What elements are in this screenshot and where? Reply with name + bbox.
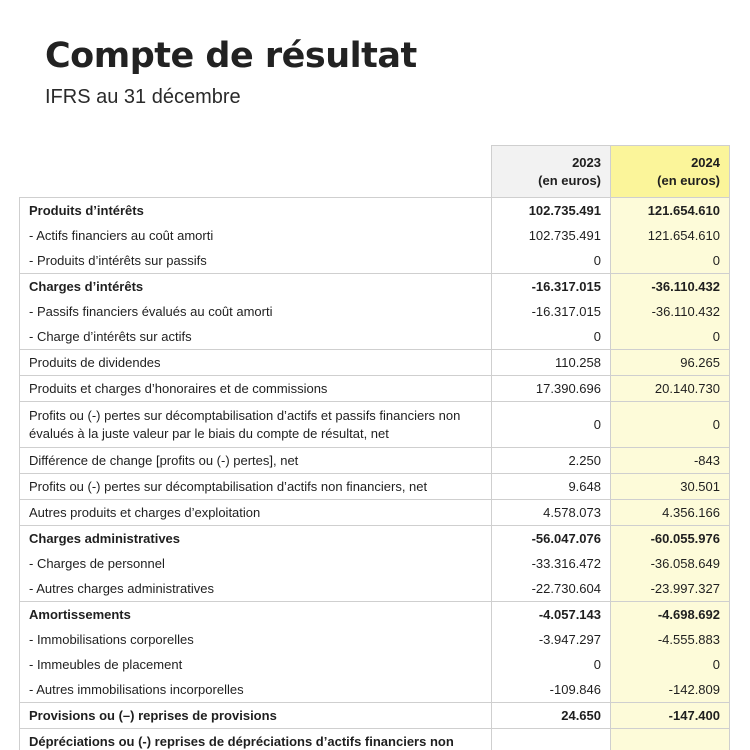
- column-header-2024: [611, 146, 730, 198]
- row-value-2024: 20.140.730: [611, 376, 730, 402]
- table-row-produits-interets: [20, 198, 730, 224]
- table-row: [20, 677, 730, 703]
- row-value-2023: 17.390.696: [492, 376, 611, 402]
- income-statement-table-container: [19, 145, 729, 750]
- row-value-2023: 110.258: [492, 350, 611, 376]
- row-label: - Produits d’intérêts sur passifs: [20, 248, 492, 274]
- table-row: [20, 376, 730, 402]
- page-title: Compte de résultat: [45, 36, 417, 76]
- table-row: [20, 350, 730, 376]
- row-value-2024: -36.110.432: [611, 299, 730, 324]
- table-row: [20, 576, 730, 602]
- row-label: Produits d’intérêts: [20, 198, 492, 224]
- row-value-2023: [492, 729, 611, 750]
- row-label: Dépréciations ou (-) reprises de dépréciations d’actifs financiers non: [20, 729, 492, 750]
- column-year-2024: 2024: [691, 155, 720, 170]
- row-label: Profits ou (-) pertes sur décomptabilisation d’actifs non financiers, net: [20, 474, 492, 500]
- row-label: Charges administratives: [20, 526, 492, 552]
- row-value-2024: -36.058.649: [611, 551, 730, 576]
- row-label: Différence de change [profits ou (-) pertes], net: [20, 448, 492, 474]
- column-header-2023: [492, 146, 611, 198]
- row-label: Produits et charges d’honoraires et de commissions: [20, 376, 492, 402]
- column-unit-2023: (en euros): [538, 173, 601, 188]
- row-label: - Passifs financiers évalués au coût amorti: [20, 299, 492, 324]
- row-value-2024: -60.055.976: [611, 526, 730, 552]
- table-row: [20, 551, 730, 576]
- row-value-2024: 121.654.610: [611, 223, 730, 248]
- row-label: Amortissements: [20, 602, 492, 628]
- column-year-2023: 2023: [572, 155, 601, 170]
- row-value-2023: -22.730.604: [492, 576, 611, 602]
- row-value-2024: 4.356.166: [611, 500, 730, 526]
- row-value-2024: -4.555.883: [611, 627, 730, 652]
- row-value-2023: 0: [492, 652, 611, 677]
- header-blank-cell: [20, 146, 492, 198]
- column-unit-2024: (en euros): [657, 173, 720, 188]
- row-label: - Charge d’intérêts sur actifs: [20, 324, 492, 350]
- row-label: [20, 402, 492, 448]
- table-row: [20, 324, 730, 350]
- page-subtitle: IFRS au 31 décembre: [45, 86, 241, 108]
- row-label: - Autres immobilisations incorporelles: [20, 677, 492, 703]
- row-value-2024: 0: [611, 324, 730, 350]
- table-row-charges-interets: [20, 274, 730, 300]
- row-value-2024: 96.265: [611, 350, 730, 376]
- row-value-2023: -33.316.472: [492, 551, 611, 576]
- table-row-charges-administratives: [20, 526, 730, 552]
- row-value-2023: 2.250: [492, 448, 611, 474]
- row-value-2024: -843: [611, 448, 730, 474]
- table-row: [20, 248, 730, 274]
- row-value-2023: -4.057.143: [492, 602, 611, 628]
- row-value-2024: 0: [611, 402, 730, 448]
- table-row: [20, 448, 730, 474]
- row-value-2024: [611, 729, 730, 750]
- table-row-amortissements: [20, 602, 730, 628]
- row-value-2023: 9.648: [492, 474, 611, 500]
- row-label: Autres produits et charges d’exploitation: [20, 500, 492, 526]
- table-row: [20, 500, 730, 526]
- table-row: [20, 402, 730, 448]
- row-value-2024: -147.400: [611, 703, 730, 729]
- row-value-2024: -36.110.432: [611, 274, 730, 300]
- row-value-2024: -23.997.327: [611, 576, 730, 602]
- row-label-line: évalués à la juste valeur par le biais du compte de résultat, net: [29, 425, 389, 441]
- row-label: Charges d’intérêts: [20, 274, 492, 300]
- table-row-depreciations: [20, 729, 730, 750]
- table-row: [20, 474, 730, 500]
- row-value-2023: 0: [492, 248, 611, 274]
- table-row: [20, 627, 730, 652]
- row-label: - Autres charges administratives: [20, 576, 492, 602]
- row-value-2023: 102.735.491: [492, 198, 611, 224]
- table-row-provisions: [20, 703, 730, 729]
- table-row: [20, 299, 730, 324]
- row-value-2024: 30.501: [611, 474, 730, 500]
- table-header-row: [20, 146, 730, 198]
- row-value-2024: 0: [611, 652, 730, 677]
- row-label: - Actifs financiers au coût amorti: [20, 223, 492, 248]
- row-label: Provisions ou (–) reprises de provisions: [20, 703, 492, 729]
- row-value-2023: 0: [492, 324, 611, 350]
- row-value-2024: 121.654.610: [611, 198, 730, 224]
- row-label: Produits de dividendes: [20, 350, 492, 376]
- income-statement-table: [19, 145, 730, 750]
- row-value-2023: 24.650: [492, 703, 611, 729]
- row-label: - Charges de personnel: [20, 551, 492, 576]
- row-value-2023: -56.047.076: [492, 526, 611, 552]
- row-value-2024: -4.698.692: [611, 602, 730, 628]
- row-value-2024: -142.809: [611, 677, 730, 703]
- row-value-2024: 0: [611, 248, 730, 274]
- row-value-2023: 0: [492, 402, 611, 448]
- row-value-2023: 4.578.073: [492, 500, 611, 526]
- row-label-line: Profits ou (-) pertes sur décomptabilisation d’actifs et passifs financiers non: [29, 407, 461, 423]
- row-label: - Immobilisations corporelles: [20, 627, 492, 652]
- table-row: [20, 652, 730, 677]
- row-label: - Immeubles de placement: [20, 652, 492, 677]
- row-value-2023: -109.846: [492, 677, 611, 703]
- row-value-2023: -16.317.015: [492, 299, 611, 324]
- row-value-2023: -3.947.297: [492, 627, 611, 652]
- row-value-2023: -16.317.015: [492, 274, 611, 300]
- table-row: [20, 223, 730, 248]
- row-value-2023: 102.735.491: [492, 223, 611, 248]
